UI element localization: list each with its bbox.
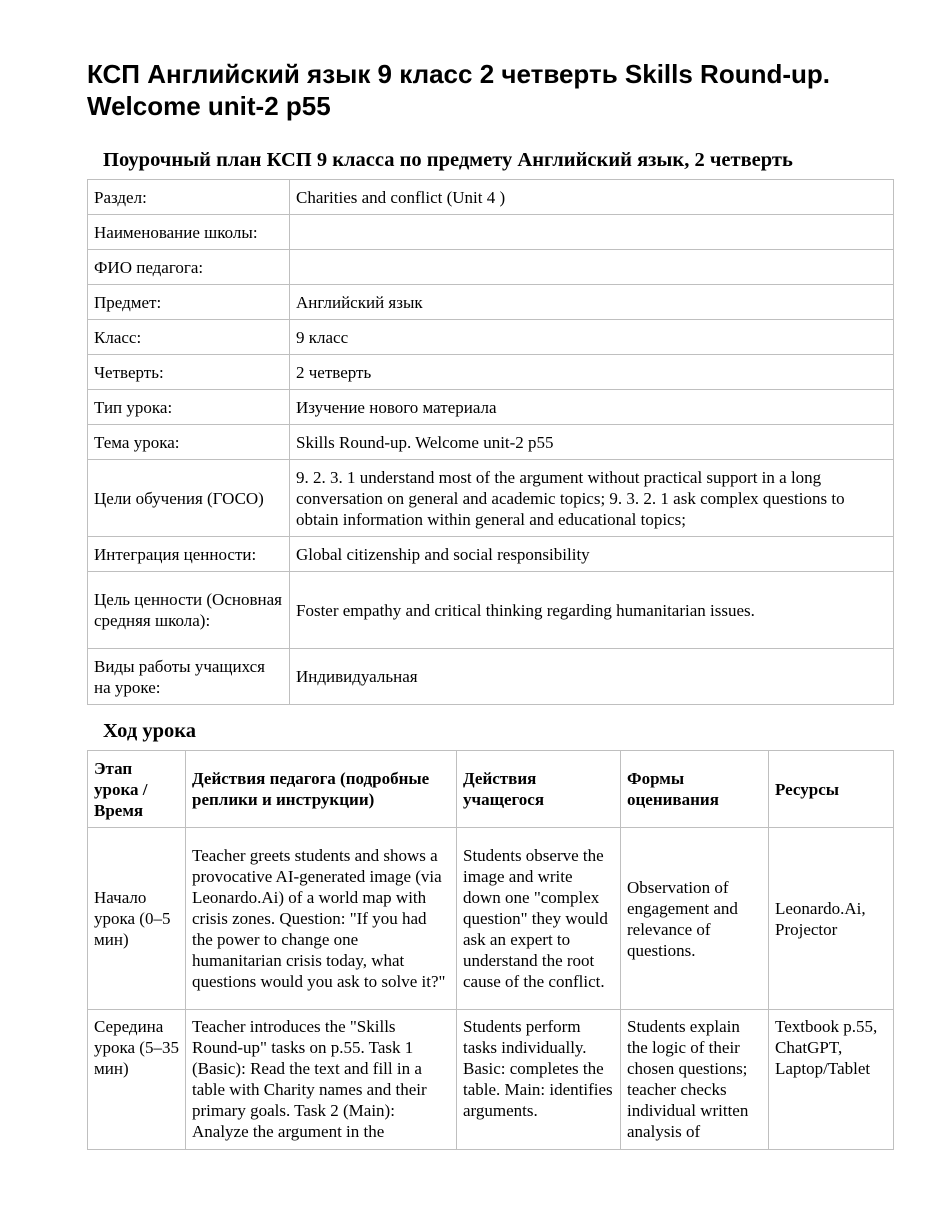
info-row-grade (88, 320, 894, 355)
flow-row-middle (88, 1010, 894, 1150)
info-row-lesson-topic (88, 425, 894, 460)
lesson-flow-table (87, 750, 894, 1150)
info-label: Класс: (88, 320, 290, 355)
info-label: Наименование школы: (88, 215, 290, 250)
flow-row-start (88, 828, 894, 1010)
teacher-actions-cell: Teacher introduces the "Skills Round-up" tasks on p.55. Task 1 (Basic): Read the text and fill in a table with Charity names and their primary goals. Task 2 (Main): Analyze the argument in the (186, 1010, 457, 1150)
info-row-subject (88, 285, 894, 320)
resources-cell: Textbook p.55, ChatGPT, Laptop/Tablet (769, 1010, 894, 1150)
info-value: Индивидуальная (290, 649, 894, 705)
info-row-value-integration (88, 537, 894, 572)
info-value: Charities and conflict (Unit 4 ) (290, 180, 894, 215)
info-value: Изучение нового материала (290, 390, 894, 425)
info-value (290, 215, 894, 250)
info-row-quarter (88, 355, 894, 390)
document-title: КСП Английский язык 9 класс 2 четверть Skills Round-up. Welcome unit-2 p55 (87, 59, 831, 121)
info-value: Foster empathy and critical thinking regarding humanitarian issues. (290, 572, 894, 649)
info-label: Интеграция ценности: (88, 537, 290, 572)
info-value (290, 250, 894, 285)
resources-cell: Leonardo.Ai, Projector (769, 828, 894, 1010)
info-row-learning-objectives (88, 460, 894, 537)
info-label: Раздел: (88, 180, 290, 215)
info-row-work-types (88, 649, 894, 705)
info-row-value-goal (88, 572, 894, 649)
info-value: 9 класс (290, 320, 894, 355)
stage-cell: Начало урока (0–5 мин) (88, 828, 186, 1010)
lesson-flow-heading: Ход урока (103, 720, 196, 742)
column-header-resources: Ресурсы (769, 751, 894, 828)
info-label: Предмет: (88, 285, 290, 320)
student-actions-cell: Students perform tasks individually. Basic: completes the table. Main: identifies arguments. (457, 1010, 621, 1150)
column-header-assessment: Формы оценивания (621, 751, 769, 828)
assessment-cell: Students explain the logic of their chosen questions; teacher checks individual written analysis of (621, 1010, 769, 1150)
info-value: 9. 2. 3. 1 understand most of the argument without practical support in a long conversation on general and academic topics; 9. 3. 2. 1 ask complex questions to obtain information within general and educational topics; (290, 460, 894, 537)
info-label: Виды работы учащихся на уроке: (88, 649, 290, 705)
info-value: Английский язык (290, 285, 894, 320)
assessment-cell: Observation of engagement and relevance of questions. (621, 828, 769, 1010)
info-row-lesson-type (88, 390, 894, 425)
info-row-school (88, 215, 894, 250)
info-value: Skills Round-up. Welcome unit-2 p55 (290, 425, 894, 460)
info-value: 2 четверть (290, 355, 894, 390)
lesson-plan-heading: Поурочный план КСП 9 класса по предмету Английский язык, 2 четверть (103, 149, 793, 171)
flow-header-row (88, 751, 894, 828)
teacher-actions-cell: Teacher greets students and shows a provocative AI-generated image (via Leonardo.Ai) of a world map with crisis zones. Question: "If you had the power to change one humanitarian crisis today, what questions would you ask to solve it?" (186, 828, 457, 1010)
info-row-teacher (88, 250, 894, 285)
stage-cell: Середина урока (5–35 мин) (88, 1010, 186, 1150)
info-label: Четверть: (88, 355, 290, 390)
column-header-student-actions: Действия учащегося (457, 751, 621, 828)
column-header-stage: Этап урока / Время (88, 751, 186, 828)
info-label: Цель ценности (Основная средняя школа): (88, 572, 290, 649)
info-label: Тип урока: (88, 390, 290, 425)
student-actions-cell: Students observe the image and write down one "complex question" they would ask an expert to understand the root cause of the conflict. (457, 828, 621, 1010)
info-label: ФИО педагога: (88, 250, 290, 285)
info-value: Global citizenship and social responsibility (290, 537, 894, 572)
info-row-section (88, 180, 894, 215)
info-label: Тема урока: (88, 425, 290, 460)
info-label: Цели обучения (ГОСО) (88, 460, 290, 537)
lesson-info-table (87, 179, 894, 705)
column-header-teacher-actions: Действия педагога (подробные реплики и инструкции) (186, 751, 457, 828)
